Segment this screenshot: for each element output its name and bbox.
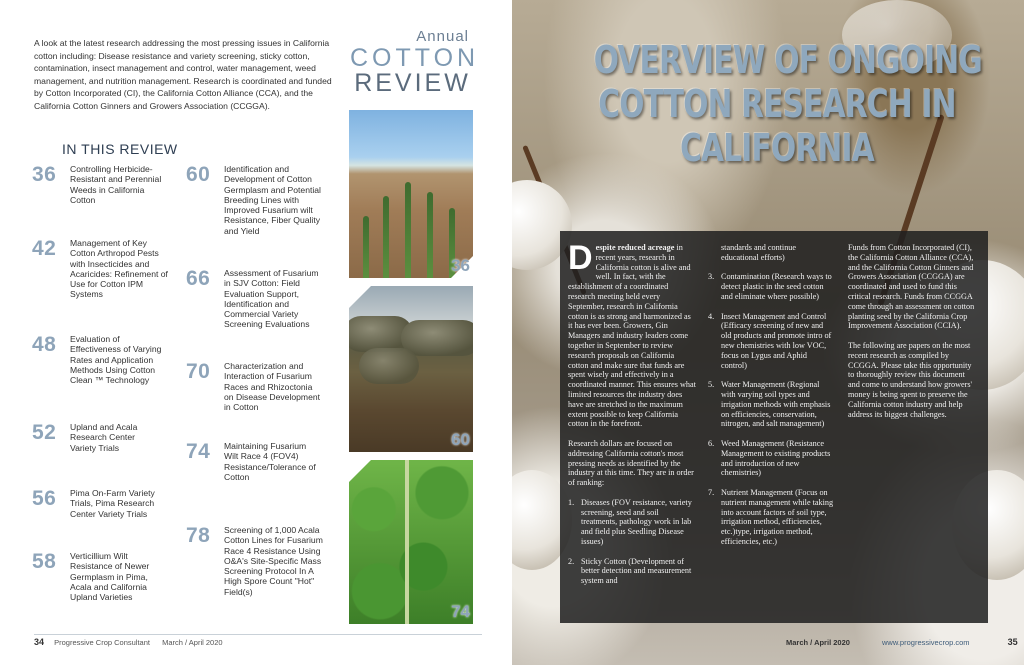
article-column-1 xyxy=(568,239,696,596)
toc-page-number: 60 xyxy=(186,163,211,186)
toc-item[interactable] xyxy=(186,267,344,333)
paragraph-text: Funds from Cotton Incorporated (CI), the California Cotton Alliance (CCA), and the California Cotton Ginners and Growers Association (CCGGA) are coordinated and used to fund this critical research. Funds from CCGGA come through an assessment on cotton planting seed by the California Crop Improvement Association (CCIA). xyxy=(848,243,975,331)
item-text: Contamination (Research ways to detect plastic in the seed cotton and eliminate where possible) xyxy=(721,272,832,301)
toc-title: Maintaining Fusarium Wilt Race 4 (FOV4) Resistance/Tolerance of Cotton xyxy=(224,441,316,482)
website-link[interactable]: www.progressivecrop.com xyxy=(882,638,970,647)
toc-title: Verticillium Wilt Resistance of Newer Germplasm in Pima, Acala and California Upland Varieties xyxy=(70,551,150,603)
paragraph-text: Research dollars are focused on addressing California cotton's most pressing needs as identified by the industry at this time. They are in order of ranking: xyxy=(568,438,694,488)
item-text: Water Management (Regional with varying soil types and irrigation methods with emphasis on efficiencies, conservation, nitrogen, and salt management) xyxy=(721,380,831,429)
ranked-item xyxy=(708,439,834,478)
photo-corner xyxy=(349,460,371,482)
item-number: 6. xyxy=(708,438,715,448)
toc-item[interactable] xyxy=(32,487,182,527)
toc-page-number: 36 xyxy=(32,163,57,186)
ranked-item xyxy=(708,312,834,371)
toc-title: Assessment of Fusarium in SJV Cotton: Field Evaluation Support, Identification and Commercial Variety Screening Evaluations xyxy=(224,268,319,330)
toc-title: Pima On-Farm Variety Trials, Pima Research Center Variety Trials xyxy=(70,488,155,519)
intro-paragraph: A look at the latest research addressing the most pressing issues in California cotton including: Disease resistance and variety screening, sticky cotton, contamination, insect management and control, water management, weed management, and nutrition management. Research is coordinated and funded by Cotton Incorporated (CI), the California Cotton Alliance (CCA), and the California Cotton Ginners and Growers Association (CCGGA). xyxy=(34,38,332,111)
item-number: 4. xyxy=(708,311,715,321)
item-number: 3. xyxy=(708,272,715,282)
right-page-number: 35 xyxy=(1007,637,1018,647)
plant-stem xyxy=(405,460,409,624)
photo-page-number: 60 xyxy=(451,430,470,449)
ranked-item xyxy=(708,272,834,301)
toc-page-number: 74 xyxy=(186,440,211,463)
toc-page-number: 56 xyxy=(32,487,57,510)
item-text: Diseases (FOV resistance, variety screening, seed and soil treatments, pathology work in lab and field plus Seedling Disease issues) xyxy=(581,497,692,546)
footer-divider xyxy=(34,634,482,635)
paragraph-text: standards and continue educational efforts) xyxy=(721,243,797,262)
publication-name: Progressive Crop Consultant xyxy=(54,638,150,647)
toc-page-number: 42 xyxy=(32,237,57,260)
plant-row xyxy=(405,182,411,278)
toc-item[interactable] xyxy=(32,163,182,213)
cotton-plant-photo xyxy=(349,460,473,624)
toc-title: Identification and Development of Cotton Germplasm and Potential Breeding Lines with Improved Fusarium wilt Resistance, Fiber Quality and Yield xyxy=(224,164,321,236)
item-text: Weed Management (Resistance Management to existing products and introduction of new chemistries) xyxy=(721,438,831,478)
cotton-field-rows-photo xyxy=(349,110,473,278)
item-number: 5. xyxy=(708,380,715,390)
item-number: 1. xyxy=(568,497,575,507)
toc-item[interactable] xyxy=(186,360,344,416)
toc-title: Evaluation of Effectiveness of Varying Rates and Application Methods Using Cotton Clean ™ Technology xyxy=(70,334,162,386)
toc-page-number: 58 xyxy=(32,550,57,573)
toc-title: Upland and Acala Research Center Variety Trials xyxy=(70,422,138,453)
ranked-item xyxy=(568,498,696,547)
paragraph-text: in recent years, research in California cotton is alive and well. In fact, with the establishment of a coordinated research meeting held every September, research in California cotton is as strong and harmonized as it has ever been. Growers, Gin Managers and industry leaders come together in September to review research proposals on California cotton and make sure that funds are spent wisely and effectively in a coordinated manner. This ensures what limited resources the industry does have are stretched to the maximum extent possible to keep California cotton in the forefront. xyxy=(568,243,696,429)
left-page-number: 34 xyxy=(34,637,45,647)
article-column-3 xyxy=(848,243,976,429)
plant-row xyxy=(383,196,389,278)
item-text: Sticky Cotton (Development of better detection and measurement system and xyxy=(581,556,692,586)
toc-item[interactable] xyxy=(186,524,344,614)
photo-corner xyxy=(349,286,371,308)
article-column-2 xyxy=(708,243,834,557)
toc-title: Characterization and Interaction of Fusarium Races and Rhizoctonia on Disease Development in Cotton xyxy=(224,361,321,413)
item-number: 2. xyxy=(568,556,575,566)
drop-cap: D xyxy=(568,239,593,277)
plant-row xyxy=(427,192,433,278)
toc-item[interactable] xyxy=(32,421,182,461)
paragraph-text: The following are papers on the most recent research as compiled by CCGGA. Please take this opportunity to thoroughly review this document and come to understand how growers' money is being spent to preserve the California cotton industry and help address its biggest challenges. xyxy=(848,340,973,419)
article-headline xyxy=(593,38,982,170)
headline-line: CALIFORNIA xyxy=(680,126,874,170)
toc-item[interactable] xyxy=(32,550,182,603)
right-footer xyxy=(786,637,1018,647)
toc-page-number: 48 xyxy=(32,333,57,356)
headline-line: COTTON RESEARCH IN xyxy=(598,82,956,126)
toc-title: Management of Key Cotton Arthropod Pests with Insecticides and Acaricides: Refinement of Use for Cotton IPM Systems xyxy=(70,238,168,300)
issue-date: March / April 2020 xyxy=(162,638,223,647)
headline-line: OVERVIEW OF ONGOING xyxy=(593,38,982,82)
article-body-panel xyxy=(560,231,988,623)
photo-page-number: 74 xyxy=(451,602,470,621)
item-text: Insect Management and Control (Efficacy screening of new and old products and promote intro of new chemistries with low VOC, focus on Lygus and Aphid control) xyxy=(721,311,832,370)
left-footer xyxy=(34,637,223,647)
right-page xyxy=(512,0,1024,665)
ranked-item xyxy=(708,488,834,547)
toc-page-number: 70 xyxy=(186,360,211,383)
toc-page-number: 66 xyxy=(186,267,211,290)
masthead-cotton: COTTON xyxy=(350,44,480,72)
cotton-modules-photo xyxy=(349,286,473,452)
toc-item[interactable] xyxy=(186,440,344,490)
toc-item[interactable] xyxy=(32,237,182,300)
toc-title: Screening of 1,000 Acala Cotton Lines for Fusarium Race 4 Resistance Using O&A's Site-Specific Mass Screening Protocol In A High Spore Count "Hot" Field(s) xyxy=(224,525,323,597)
masthead-annual: Annual xyxy=(416,28,469,45)
toc-item[interactable] xyxy=(186,163,344,238)
cotton-bale xyxy=(359,348,419,384)
toc-page-number: 78 xyxy=(186,524,211,547)
lead-in: espite reduced acreage xyxy=(595,243,675,252)
ranked-item xyxy=(708,380,834,429)
in-this-review-heading: IN THIS REVIEW xyxy=(62,141,178,157)
toc-page-number: 52 xyxy=(32,421,57,444)
item-text: Nutrient Management (Focus on nutrient management while taking into account factors of soil type, irrigation method, efficiencies, etc.)type, irrigation method, efficiencies, etc.) xyxy=(721,487,834,546)
item-number: 7. xyxy=(708,487,715,497)
annual-cotton-review-masthead xyxy=(350,28,480,97)
plant-row xyxy=(363,216,369,278)
toc-item[interactable] xyxy=(32,333,182,388)
issue-date: March / April 2020 xyxy=(786,638,850,647)
masthead-review: REVIEW xyxy=(354,69,471,97)
toc-title: Controlling Herbicide-Resistant and Perennial Weeds in California Cotton xyxy=(70,164,162,205)
photo-page-number: 36 xyxy=(451,256,470,275)
ranked-item xyxy=(568,557,696,586)
cotton-bale xyxy=(401,320,473,356)
